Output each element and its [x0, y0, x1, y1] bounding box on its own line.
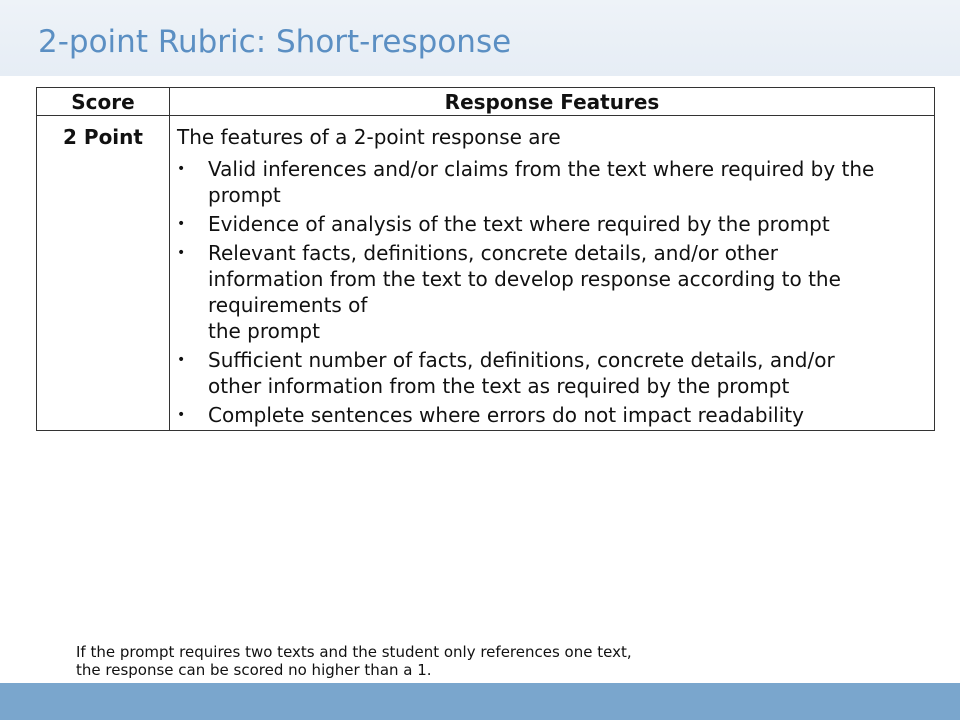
bullet-icon: •: [177, 245, 186, 261]
features-intro: The features of a 2-point response are: [177, 125, 561, 149]
list-item-text: the prompt: [208, 319, 320, 343]
features-cell: [170, 116, 935, 431]
list-item-text: information from the text to develop response according to the: [208, 267, 841, 291]
list-item: [177, 240, 926, 344]
bullet-icon: •: [177, 407, 186, 423]
slide-title: 2-point Rubric: Short-response: [38, 24, 512, 60]
list-item: [177, 156, 926, 208]
header-score: Score: [37, 88, 170, 116]
list-item-text: Evidence of analysis of the text where required by the prompt: [208, 212, 830, 236]
header-response-features: Response Features: [170, 88, 935, 116]
footnote: [76, 643, 632, 679]
footnote-line: the response can be scored no higher than a 1.: [76, 661, 432, 679]
slide-header-band: [0, 0, 960, 76]
list-item-text: requirements of: [208, 293, 368, 317]
list-item-text: Valid inferences and/or claims from the text where required by the: [208, 157, 875, 181]
table-row: [37, 116, 935, 431]
bullet-icon: •: [177, 352, 186, 368]
feature-list: [177, 156, 926, 428]
list-item-text: Relevant facts, definitions, concrete details, and/or other: [208, 241, 778, 265]
list-item: [177, 402, 926, 428]
list-item-text: prompt: [208, 183, 281, 207]
list-item-text: Complete sentences where errors do not impact readability: [208, 403, 804, 427]
list-item-text: other information from the text as required by the prompt: [208, 374, 790, 398]
score-cell: 2 Point: [37, 116, 170, 431]
table-header-row: [37, 88, 935, 116]
footnote-line: If the prompt requires two texts and the student only references one text,: [76, 643, 632, 661]
bullet-icon: •: [177, 216, 186, 232]
bottom-bar: [0, 683, 960, 720]
list-item: [177, 211, 926, 237]
bullet-icon: •: [177, 161, 186, 177]
list-item-text: Sufficient number of facts, definitions, concrete details, and/or: [208, 348, 835, 372]
list-item: [177, 347, 926, 399]
rubric-table: [36, 87, 935, 431]
